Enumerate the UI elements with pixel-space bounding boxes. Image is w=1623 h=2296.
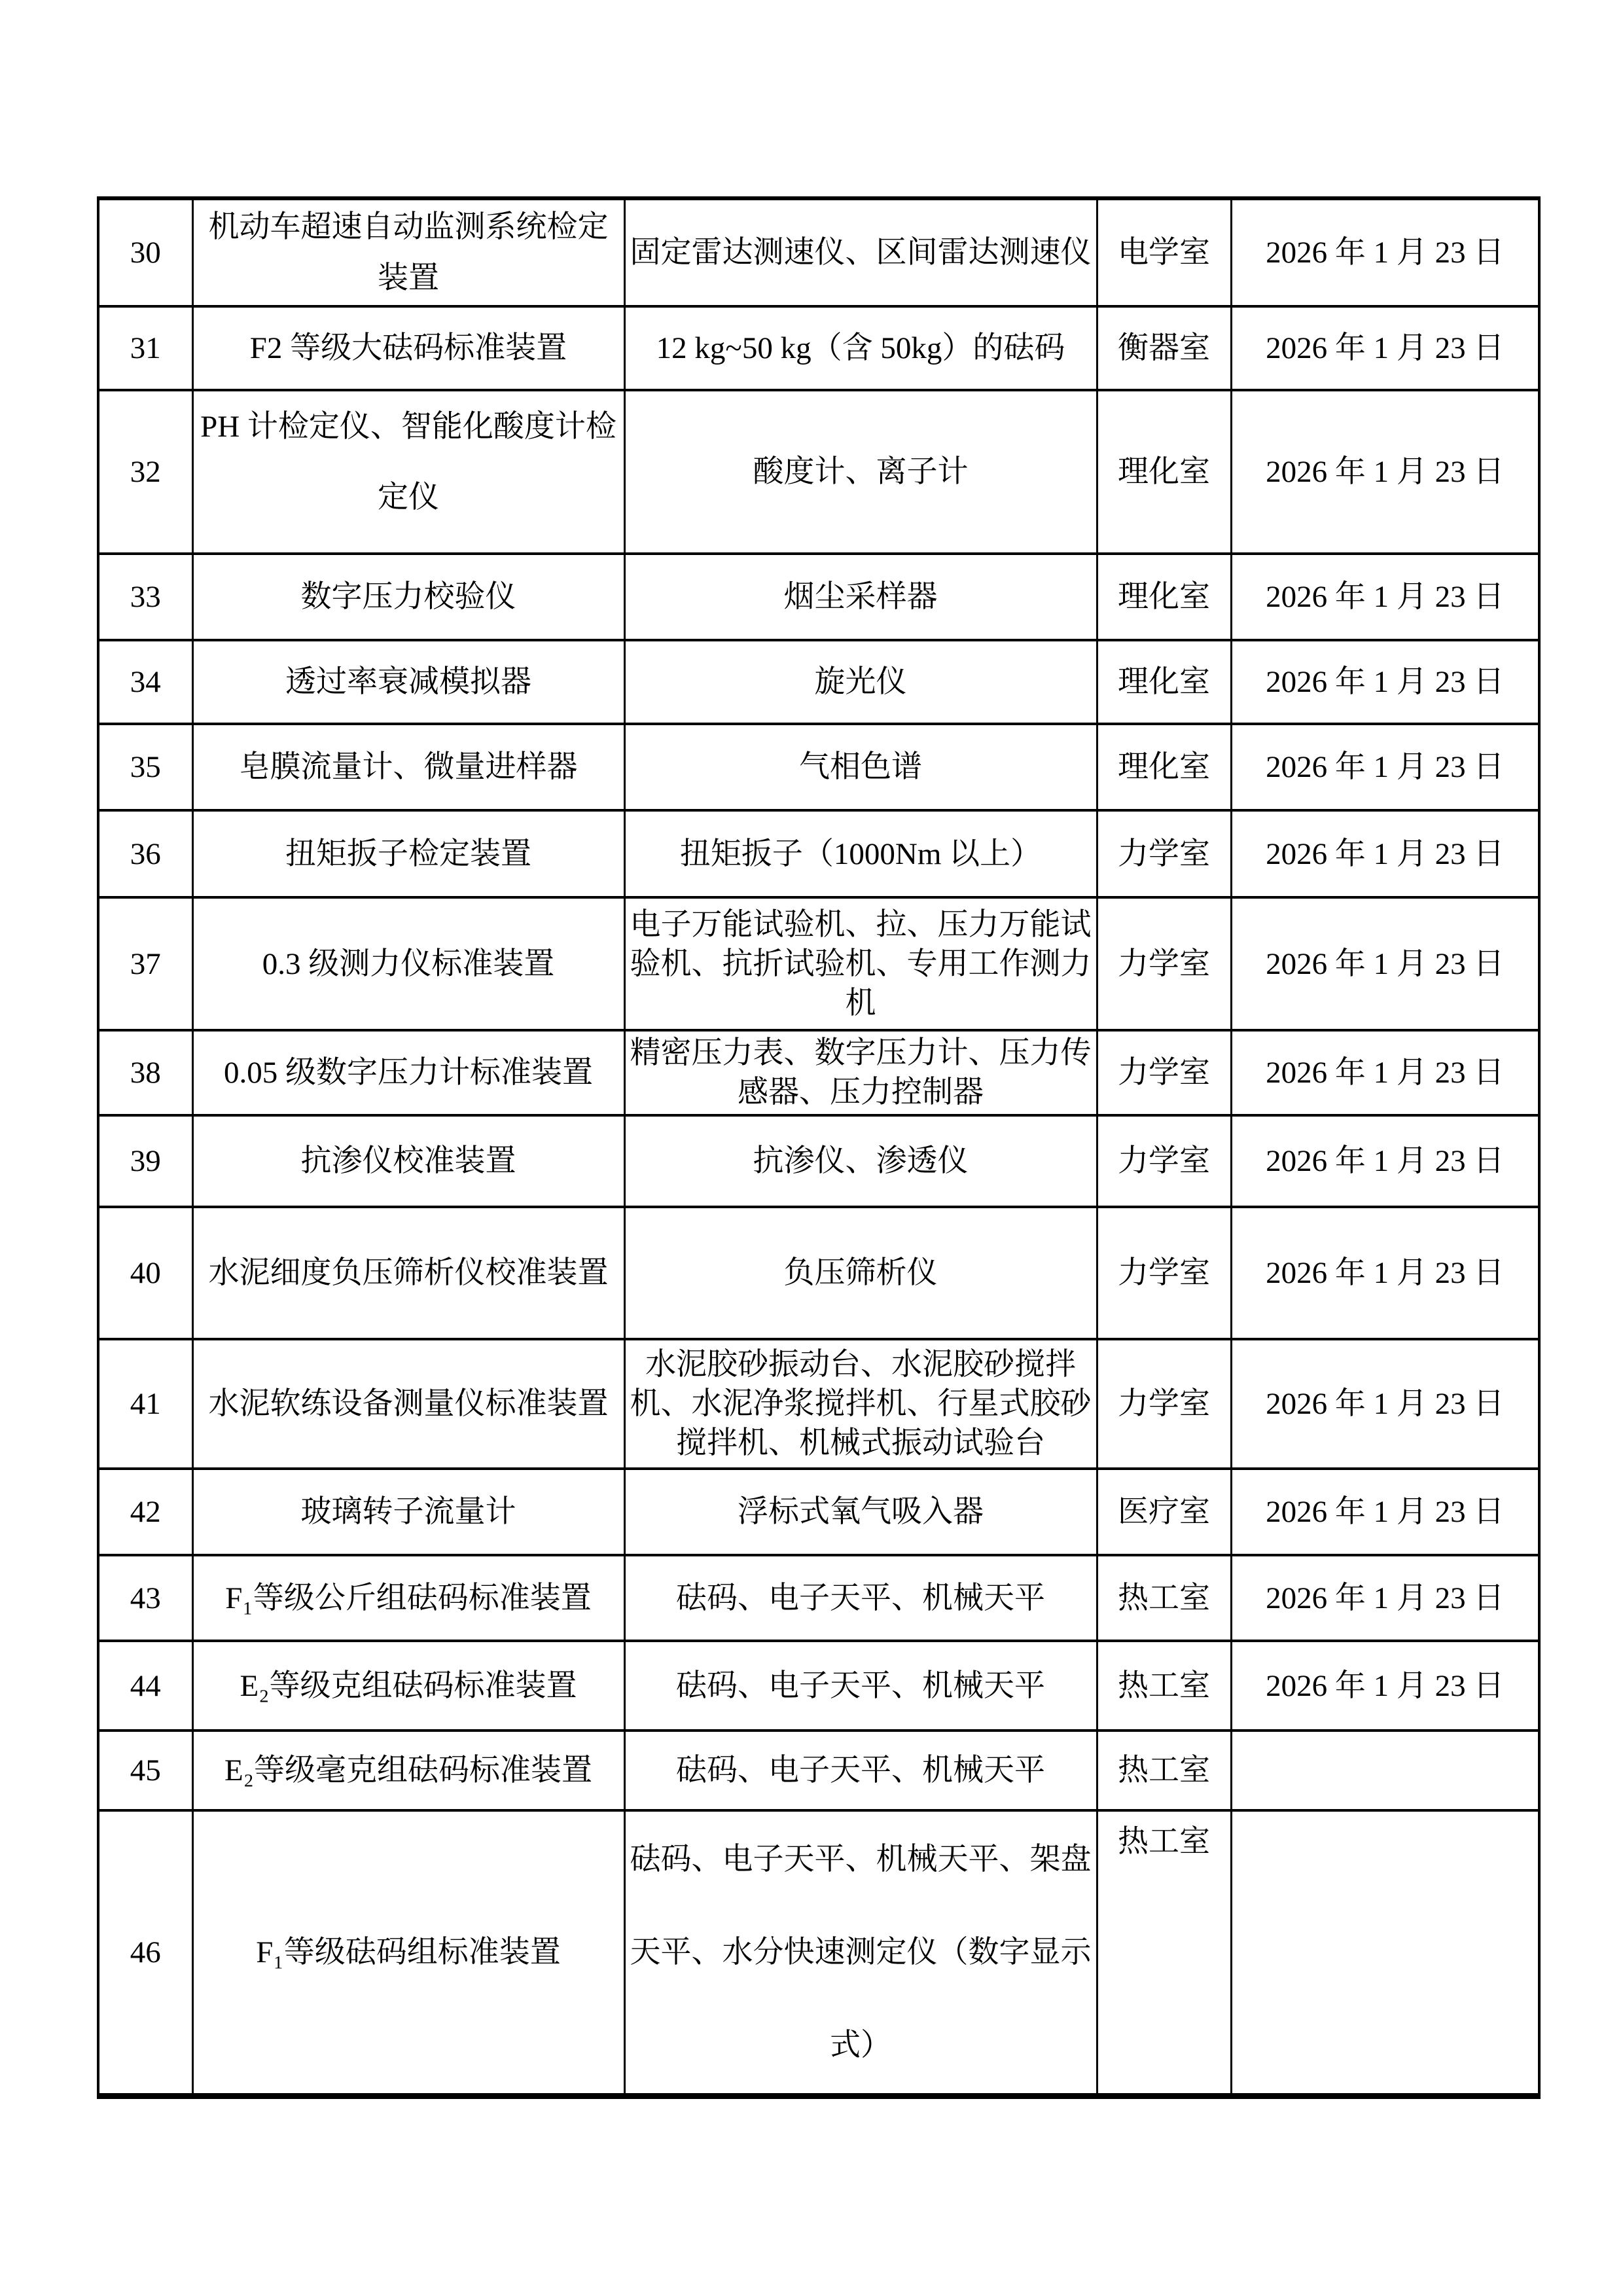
room-cell: 力学室	[1097, 1339, 1231, 1469]
calibration-items-cell: 12 kg~50 kg（含 50kg）的砝码	[624, 306, 1097, 390]
room-cell: 力学室	[1097, 1115, 1231, 1207]
device-name-cell: 扭矩扳子检定装置	[192, 810, 624, 897]
expiry-date-cell: 2026 年 1 月 23 日	[1231, 640, 1539, 724]
device-name-cell: 皂膜流量计、微量进样器	[192, 724, 624, 810]
room-cell: 理化室	[1097, 724, 1231, 810]
device-name-cell: 机动车超速自动监测系统检定装置	[192, 198, 624, 306]
row-number-cell: 36	[98, 810, 192, 897]
table-row	[98, 897, 1539, 1030]
room-cell: 理化室	[1097, 390, 1231, 554]
table-row	[98, 1339, 1539, 1469]
table-row	[98, 1207, 1539, 1339]
table-row	[98, 1115, 1539, 1207]
row-number-cell: 46	[98, 1810, 192, 2096]
expiry-date-cell: 2026 年 1 月 23 日	[1231, 306, 1539, 390]
room-cell: 医疗室	[1097, 1469, 1231, 1555]
device-name-cell: F₁等级公斤组砝码标准装置	[192, 1555, 624, 1641]
table-row	[98, 306, 1539, 390]
row-number-cell: 40	[98, 1207, 192, 1339]
device-name-cell: PH 计检定仪、智能化酸度计检定仪	[192, 390, 624, 554]
device-name-cell: E₂等级克组砝码标准装置	[192, 1641, 624, 1731]
row-number-cell: 39	[98, 1115, 192, 1207]
calibration-items-cell: 酸度计、离子计	[624, 390, 1097, 554]
room-cell: 电学室	[1097, 198, 1231, 306]
row-number-cell: 33	[98, 554, 192, 640]
device-name-cell: E₂等级毫克组砝码标准装置	[192, 1731, 624, 1810]
device-name-cell: 玻璃转子流量计	[192, 1469, 624, 1555]
calibration-equipment-table	[97, 196, 1541, 2099]
device-name-cell: 水泥细度负压筛析仪校准装置	[192, 1207, 624, 1339]
device-name-cell: F2 等级大砝码标准装置	[192, 306, 624, 390]
room-cell: 热工室	[1097, 1731, 1231, 1810]
device-name-cell: 0.3 级测力仪标准装置	[192, 897, 624, 1030]
calibration-items-cell: 砝码、电子天平、机械天平、架盘天平、水分快速测定仪（数字显示式）	[624, 1810, 1097, 2096]
table-row	[98, 810, 1539, 897]
room-cell: 力学室	[1097, 1030, 1231, 1115]
device-name-cell: 透过率衰减模拟器	[192, 640, 624, 724]
table-row	[98, 390, 1539, 554]
calibration-items-cell: 固定雷达测速仪、区间雷达测速仪	[624, 198, 1097, 306]
calibration-items-cell: 电子万能试验机、拉、压力万能试验机、抗折试验机、专用工作测力机	[624, 897, 1097, 1030]
table-row	[98, 640, 1539, 724]
table-row	[98, 1030, 1539, 1115]
table-row	[98, 554, 1539, 640]
table-row	[98, 1810, 1539, 2096]
row-number-cell: 44	[98, 1641, 192, 1731]
row-number-cell: 43	[98, 1555, 192, 1641]
table-row	[98, 724, 1539, 810]
row-number-cell: 42	[98, 1469, 192, 1555]
room-cell: 理化室	[1097, 554, 1231, 640]
expiry-date-cell: 2026 年 1 月 23 日	[1231, 554, 1539, 640]
calibration-items-cell: 砝码、电子天平、机械天平	[624, 1731, 1097, 1810]
expiry-date-cell: 2026 年 1 月 23 日	[1231, 810, 1539, 897]
expiry-date-cell: 2026 年 1 月 23 日	[1231, 1339, 1539, 1469]
expiry-date-cell	[1231, 1810, 1539, 2096]
row-number-cell: 31	[98, 306, 192, 390]
row-number-cell: 41	[98, 1339, 192, 1469]
expiry-date-cell: 2026 年 1 月 23 日	[1231, 1115, 1539, 1207]
row-number-cell: 35	[98, 724, 192, 810]
room-cell: 理化室	[1097, 640, 1231, 724]
calibration-items-cell: 烟尘采样器	[624, 554, 1097, 640]
expiry-date-cell: 2026 年 1 月 23 日	[1231, 198, 1539, 306]
row-number-cell: 34	[98, 640, 192, 724]
room-cell: 力学室	[1097, 1207, 1231, 1339]
device-name-cell: 抗渗仪校准装置	[192, 1115, 624, 1207]
room-cell: 热工室	[1097, 1555, 1231, 1641]
expiry-date-cell: 2026 年 1 月 23 日	[1231, 1641, 1539, 1731]
room-cell: 衡器室	[1097, 306, 1231, 390]
table-row	[98, 1731, 1539, 1810]
calibration-items-cell: 浮标式氧气吸入器	[624, 1469, 1097, 1555]
calibration-items-cell: 精密压力表、数字压力计、压力传感器、压力控制器	[624, 1030, 1097, 1115]
expiry-date-cell: 2026 年 1 月 23 日	[1231, 1030, 1539, 1115]
device-name-cell: 水泥软练设备测量仪标准装置	[192, 1339, 624, 1469]
calibration-items-cell: 扭矩扳子（1000Nm 以上）	[624, 810, 1097, 897]
room-cell: 力学室	[1097, 897, 1231, 1030]
row-number-cell: 45	[98, 1731, 192, 1810]
expiry-date-cell: 2026 年 1 月 23 日	[1231, 1207, 1539, 1339]
row-number-cell: 38	[98, 1030, 192, 1115]
device-name-cell: 数字压力校验仪	[192, 554, 624, 640]
table-row	[98, 198, 1539, 306]
expiry-date-cell: 2026 年 1 月 23 日	[1231, 897, 1539, 1030]
row-number-cell: 37	[98, 897, 192, 1030]
row-number-cell: 32	[98, 390, 192, 554]
expiry-date-cell: 2026 年 1 月 23 日	[1231, 1469, 1539, 1555]
calibration-items-cell: 砝码、电子天平、机械天平	[624, 1555, 1097, 1641]
device-name-cell: 0.05 级数字压力计标准装置	[192, 1030, 624, 1115]
table-row	[98, 1555, 1539, 1641]
table-row	[98, 1469, 1539, 1555]
calibration-items-cell: 气相色谱	[624, 724, 1097, 810]
room-cell: 力学室	[1097, 810, 1231, 897]
table-row	[98, 1641, 1539, 1731]
calibration-items-cell: 旋光仪	[624, 640, 1097, 724]
calibration-items-cell: 负压筛析仪	[624, 1207, 1097, 1339]
expiry-date-cell: 2026 年 1 月 23 日	[1231, 390, 1539, 554]
room-cell: 热工室	[1097, 1641, 1231, 1731]
row-number-cell: 30	[98, 198, 192, 306]
device-name-cell: F₁等级砝码组标准装置	[192, 1810, 624, 2096]
calibration-items-cell: 水泥胶砂振动台、水泥胶砂搅拌机、水泥净浆搅拌机、行星式胶砂搅拌机、机械式振动试验台	[624, 1339, 1097, 1469]
expiry-date-cell: 2026 年 1 月 23 日	[1231, 724, 1539, 810]
calibration-items-cell: 砝码、电子天平、机械天平	[624, 1641, 1097, 1731]
expiry-date-cell	[1231, 1731, 1539, 1810]
expiry-date-cell: 2026 年 1 月 23 日	[1231, 1555, 1539, 1641]
room-cell: 热工室	[1097, 1810, 1231, 2096]
calibration-items-cell: 抗渗仪、渗透仪	[624, 1115, 1097, 1207]
